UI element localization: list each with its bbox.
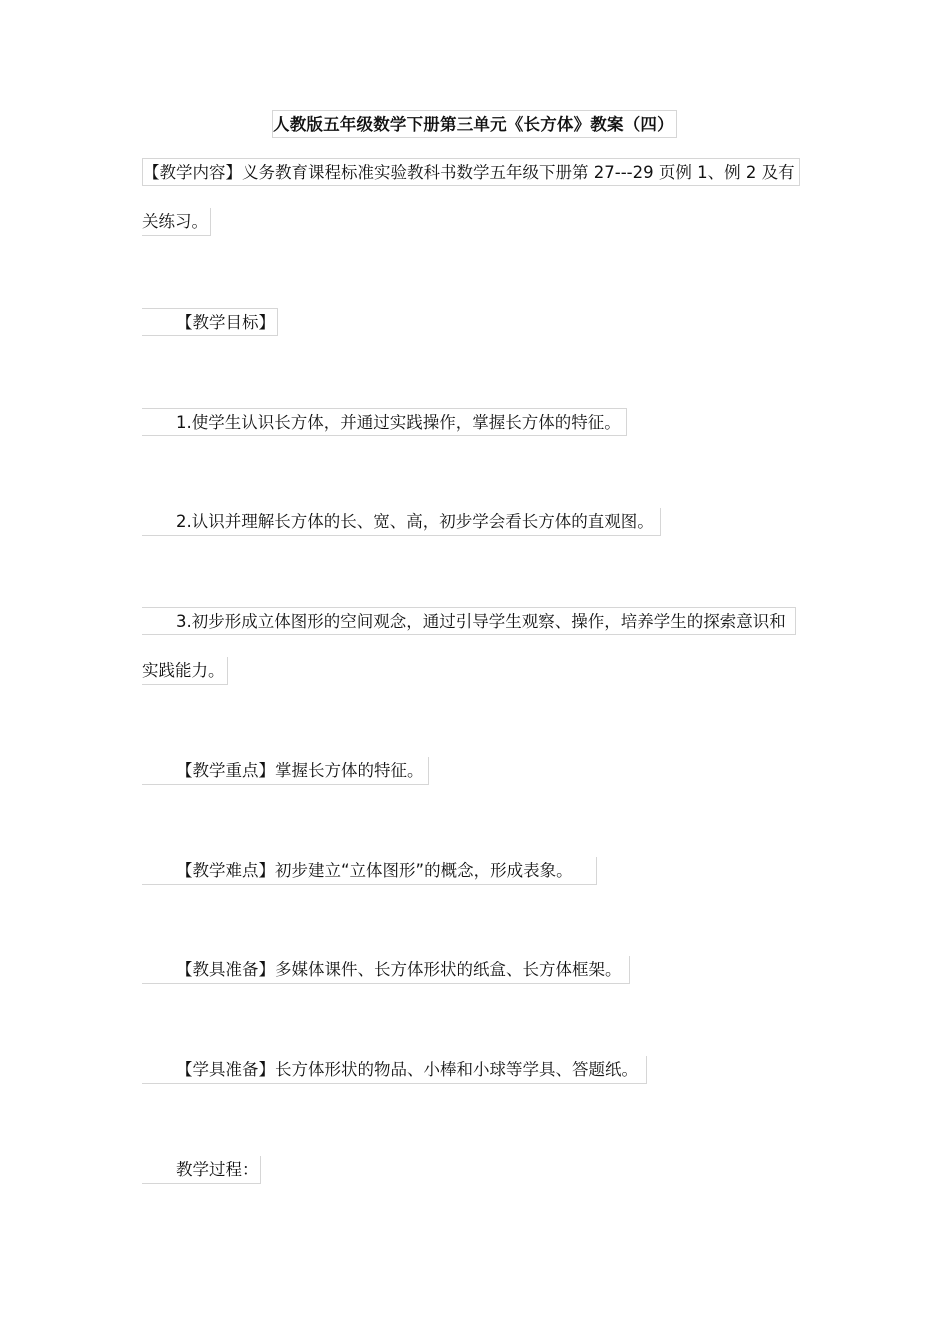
objective-3-line-1: 3.初步形成立体图形的空间观念，通过引导学生观察、操作，培养学生的探索意识和 (142, 607, 796, 635)
objectives-heading: 【教学目标】 (142, 308, 278, 336)
difficulty: 【教学难点】初步建立“立体图形”的概念，形成表象。 (142, 857, 597, 885)
process-heading: 教学过程： (142, 1156, 261, 1184)
teaching-content-line-1: 【教学内容】义务教育课程标准实验教科书数学五年级下册第 27---29 页例 1、例 2 及有 (142, 158, 800, 186)
objective-2: 2.认识并理解长方体的长、宽、高，初步学会看长方体的直观图。 (142, 508, 661, 536)
student-tools: 【学具准备】长方体形状的物品、小棒和小球等学具、答题纸。 (142, 1056, 647, 1084)
objective-1: 1.使学生认识长方体，并通过实践操作，掌握长方体的特征。 (142, 408, 627, 436)
teacher-tools: 【教具准备】多媒体课件、长方体形状的纸盒、长方体框架。 (142, 956, 630, 984)
key-point: 【教学重点】掌握长方体的特征。 (142, 757, 429, 785)
teaching-content-line-2: 关练习。 (142, 208, 211, 236)
objective-3-line-2: 实践能力。 (142, 657, 228, 685)
document-title: 人教版五年级数学下册第三单元《长方体》教案（四） (272, 110, 677, 138)
